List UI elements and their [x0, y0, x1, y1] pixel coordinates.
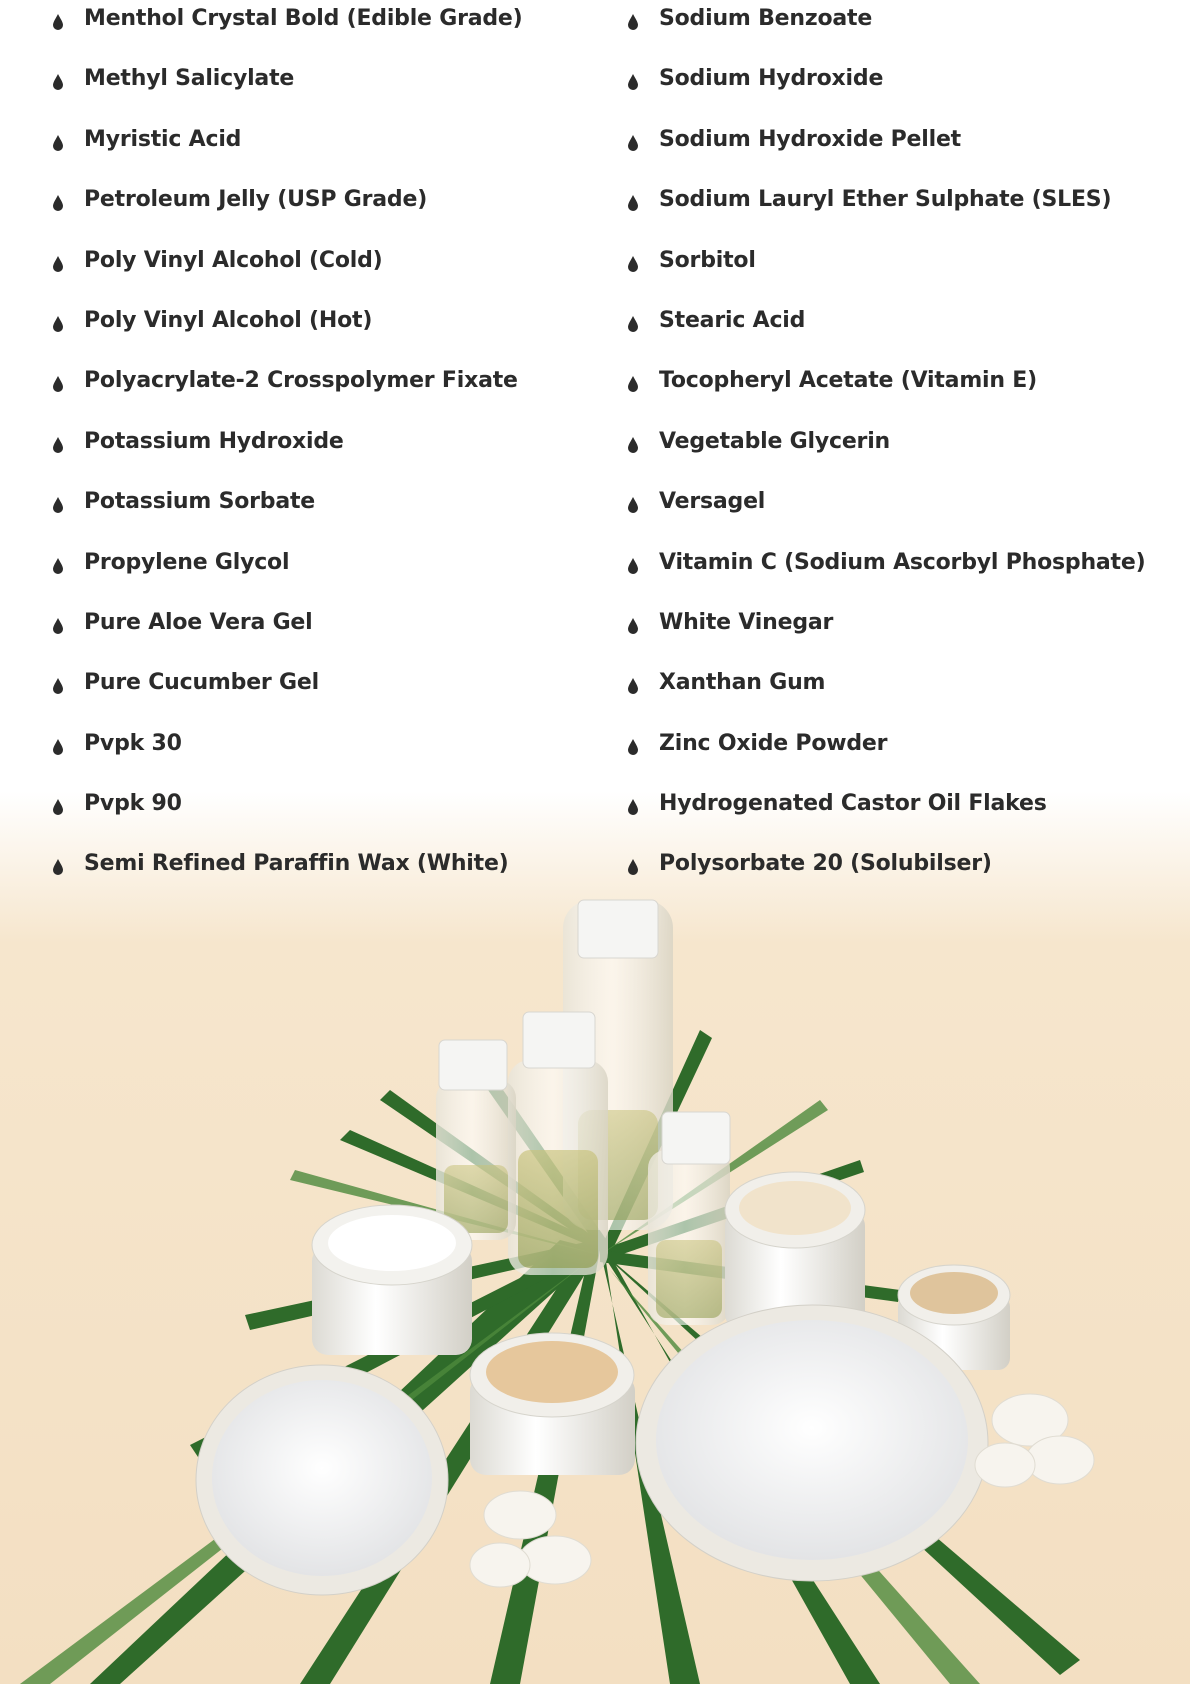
list-item — [48, 121, 523, 181]
list-item — [623, 544, 1145, 604]
list-item — [623, 362, 1145, 422]
list-item-text: Polyacrylate-2 Crosspolymer Fixate — [84, 368, 518, 394]
list-item — [48, 302, 523, 362]
drop-icon — [52, 256, 64, 272]
list-item — [48, 785, 523, 845]
list-item-text: Pvpk 30 — [84, 730, 182, 756]
list-item-text: Pure Aloe Vera Gel — [84, 609, 313, 635]
list-item — [623, 302, 1145, 362]
list-item-text: Menthol Crystal Bold (Edible Grade) — [84, 6, 523, 31]
list-item — [623, 181, 1145, 241]
list-item — [48, 423, 523, 483]
list-item-text: Vitamin C (Sodium Ascorbyl Phosphate) — [659, 549, 1146, 575]
drop-icon — [627, 859, 639, 875]
list-item — [48, 181, 523, 241]
list-item — [48, 60, 523, 120]
list-item-text: Poly Vinyl Alcohol (Hot) — [84, 307, 373, 333]
ingredient-list-left — [48, 0, 523, 906]
list-item-text: Potassium Sorbate — [84, 489, 316, 515]
list-item-text: Methyl Salicylate — [84, 66, 295, 92]
list-item-text: Xanthan Gum — [659, 670, 826, 696]
drop-icon — [52, 14, 64, 30]
drop-icon — [627, 739, 639, 755]
list-item-text: Stearic Acid — [659, 307, 806, 333]
drop-icon — [52, 678, 64, 694]
list-item — [623, 664, 1145, 724]
list-item-text: Polysorbate 20 (Solubilser) — [659, 851, 992, 877]
list-item-text: Sodium Hydroxide — [659, 66, 884, 92]
list-item — [48, 544, 523, 604]
list-item — [48, 604, 523, 664]
list-item-text: Hydrogenated Castor Oil Flakes — [659, 791, 1047, 817]
list-item-text: Tocopheryl Acetate (Vitamin E) — [659, 368, 1037, 394]
drop-icon — [52, 859, 64, 875]
list-item-text: Vegetable Glycerin — [659, 428, 890, 454]
drop-icon — [627, 558, 639, 574]
drop-icon — [627, 497, 639, 513]
list-item — [623, 423, 1145, 483]
list-item — [48, 664, 523, 724]
drop-icon — [627, 74, 639, 90]
list-item-text: Sodium Hydroxide Pellet — [659, 126, 961, 152]
drop-icon — [627, 195, 639, 211]
drop-icon — [627, 437, 639, 453]
list-item-text: Sodium Benzoate — [659, 6, 873, 31]
list-item — [623, 845, 1145, 905]
list-item — [623, 483, 1145, 543]
drop-icon — [627, 618, 639, 634]
list-item-text: Semi Refined Paraffin Wax (White) — [84, 851, 509, 877]
list-item — [48, 845, 523, 905]
list-item — [48, 362, 523, 422]
list-item — [48, 483, 523, 543]
list-item-text: White Vinegar — [659, 609, 834, 635]
drop-icon — [627, 376, 639, 392]
drop-icon — [52, 497, 64, 513]
list-item-text: Petroleum Jelly (USP Grade) — [84, 187, 428, 213]
list-item-text: Sodium Lauryl Ether Sulphate (SLES) — [659, 187, 1112, 213]
list-item-text: Myristic Acid — [84, 126, 242, 152]
list-item-text: Zinc Oxide Powder — [659, 730, 888, 756]
drop-icon — [52, 135, 64, 151]
list-item — [48, 725, 523, 785]
drop-icon — [52, 74, 64, 90]
list-item — [623, 785, 1145, 845]
list-item-text: Poly Vinyl Alcohol (Cold) — [84, 247, 383, 273]
drop-icon — [627, 135, 639, 151]
list-item — [623, 604, 1145, 664]
list-item-text: Pure Cucumber Gel — [84, 670, 319, 696]
list-item-text: Potassium Hydroxide — [84, 428, 344, 454]
drop-icon — [52, 195, 64, 211]
drop-icon — [627, 799, 639, 815]
list-item — [623, 0, 1145, 60]
drop-icon — [52, 558, 64, 574]
drop-icon — [52, 437, 64, 453]
drop-icon — [627, 316, 639, 332]
list-item-text: Pvpk 90 — [84, 791, 182, 817]
drop-icon — [52, 799, 64, 815]
list-item-text: Versagel — [659, 489, 766, 515]
list-item-text: Propylene Glycol — [84, 549, 290, 575]
drop-icon — [52, 376, 64, 392]
drop-icon — [627, 14, 639, 30]
drop-icon — [52, 739, 64, 755]
drop-icon — [627, 678, 639, 694]
ingredient-list-right — [623, 0, 1145, 906]
drop-icon — [52, 316, 64, 332]
list-item — [48, 0, 523, 60]
list-item — [623, 242, 1145, 302]
list-item — [623, 725, 1145, 785]
list-item — [48, 242, 523, 302]
drop-icon — [52, 618, 64, 634]
list-item — [623, 60, 1145, 120]
list-item-text: Sorbitol — [659, 247, 756, 273]
list-item — [623, 121, 1145, 181]
drop-icon — [627, 256, 639, 272]
